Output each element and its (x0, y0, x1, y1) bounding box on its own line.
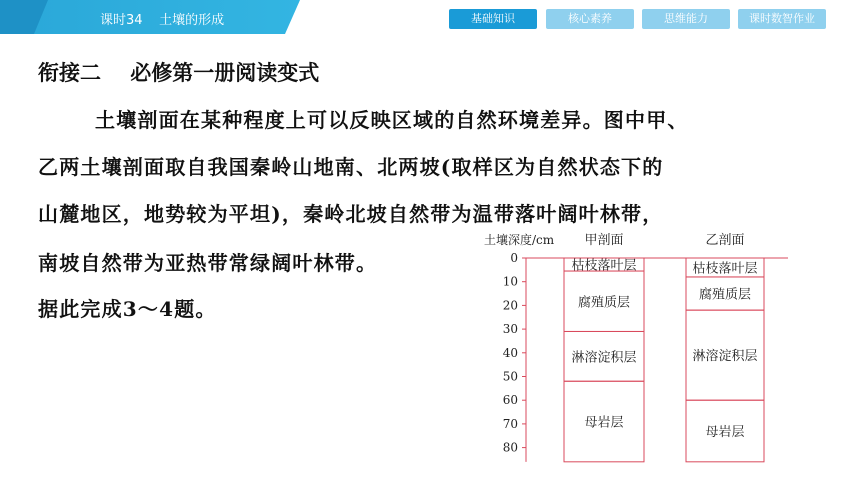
soil-profile-yi (686, 232, 764, 462)
nav-core-literacy[interactable]: 核心素养 (546, 9, 634, 29)
nav-basic-knowledge[interactable]: 基础知识 (449, 9, 537, 29)
paragraph-line: 南坡自然带为亚热带常绿阔叶林带。 (38, 251, 378, 275)
lesson-title: 课时34 土壤的形成 (100, 13, 225, 28)
depth-tick-label: 80 (502, 440, 518, 455)
section-heading: 衔接二 必修第一册阅读变式 (38, 61, 320, 85)
soil-profile-jia (564, 232, 644, 462)
banner-accent (0, 0, 48, 34)
depth-tick-label: 0 (510, 251, 518, 265)
nav-thinking-ability[interactable]: 思维能力 (642, 9, 730, 29)
depth-tick-label: 70 (502, 416, 518, 431)
soil-layer-label: 母岩层 (584, 415, 624, 431)
soil-layer-label: 淋溶淀积层 (692, 349, 758, 365)
top-bar (0, 0, 860, 40)
soil-layer-label: 母岩层 (705, 425, 745, 441)
depth-tick-label: 30 (502, 322, 518, 337)
nav-homework[interactable]: 课时数智作业 (738, 9, 826, 29)
depth-tick-label: 20 (502, 298, 518, 313)
depth-axis-label: 土壤深度/cm (484, 233, 555, 247)
depth-tick-label: 10 (502, 274, 518, 289)
soil-profile-figure (470, 228, 800, 468)
paragraph-line: 乙两土壤剖面取自我国秦岭山地南、北两坡(取样区为自然状态下的 (38, 155, 664, 179)
soil-layer-label: 枯枝落叶层 (692, 261, 758, 277)
soil-layer-label: 枯枝落叶层 (571, 258, 637, 274)
soil-layer-label: 腐殖质层 (698, 287, 752, 303)
paragraph-line: 土壤剖面在某种程度上可以反映区域的自然环境差异。图中甲、 (95, 108, 689, 132)
depth-tick-label: 50 (502, 369, 518, 384)
depth-tick-label: 60 (502, 393, 518, 408)
depth-tick-label: 40 (502, 345, 518, 360)
profile-name: 乙剖面 (705, 233, 745, 248)
profile-name: 甲剖面 (584, 233, 624, 248)
question-prompt: 据此完成3～4题。 (38, 297, 217, 321)
paragraph-line: 山麓地区，地势较为平坦)，秦岭北坡自然带为温带落叶阔叶林带， (38, 202, 664, 226)
soil-layer-label: 淋溶淀积层 (571, 350, 637, 366)
soil-layer-label: 腐殖质层 (577, 295, 631, 311)
